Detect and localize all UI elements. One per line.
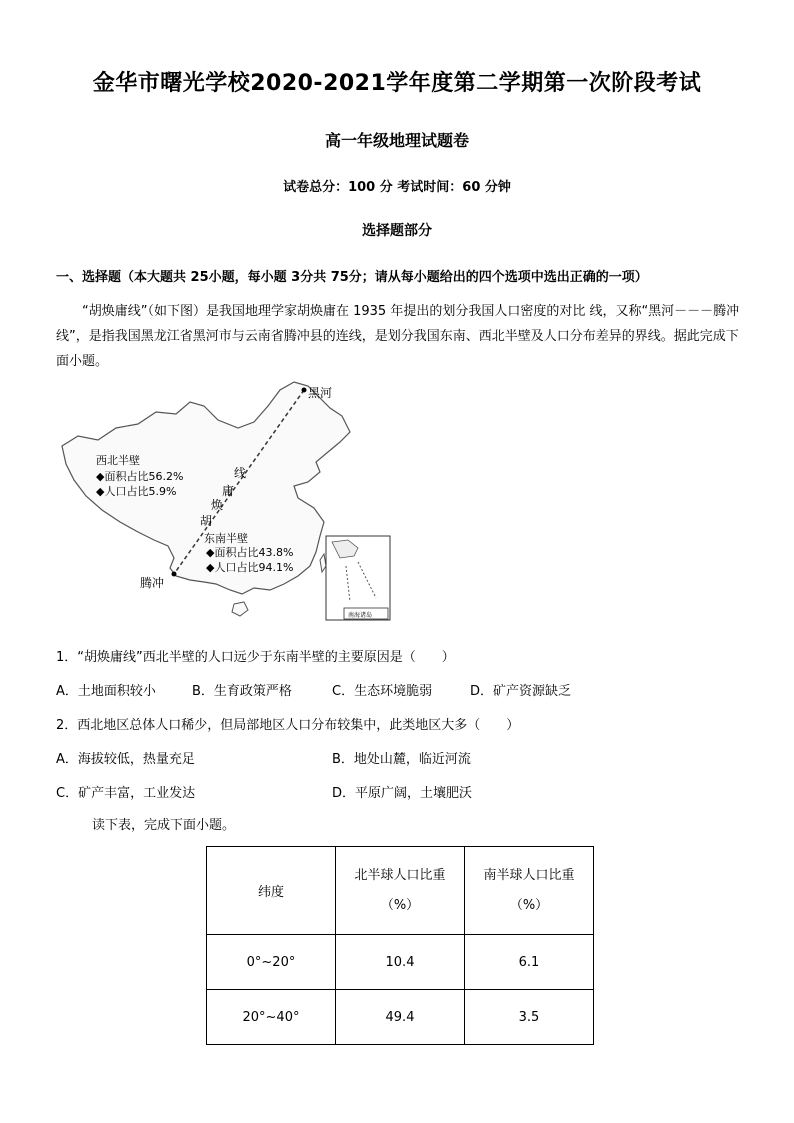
northwest-population: ◆人口占比5.9% — [96, 485, 177, 498]
exam-info: 试卷总分：100 分 考试时间：60 分钟 — [283, 180, 511, 195]
table-cell-south: 3.5 — [465, 990, 594, 1045]
intro-paragraph: “胡焕庸线”（如下图）是我国地理学家胡焕庸在 1935 年提出的划分我国人口密度的对比 线，又称“黑河－－－腾冲线”，是指我国黑龙江省黑河市与云南省腾冲县的连线，是划分我国东南、西北半壁及人口分布差异的界线。据此完成下面小题。 — [56, 304, 740, 369]
china-map-outline — [58, 376, 398, 624]
question-1-option-b: B．生育政策严格 — [192, 684, 292, 699]
hu-line-char-2: 庸 — [222, 484, 235, 498]
hu-line-char-4: 胡 — [200, 514, 213, 528]
inset-label: 南海诸岛 — [348, 612, 373, 619]
southeast-area: ◆面积占比43.8% — [206, 546, 294, 559]
header-latitude: 纬度 — [207, 847, 336, 935]
table-header-row — [207, 847, 594, 935]
header-south-label: 南半球人口比重 — [483, 867, 575, 883]
question-1-option-a: A．土地面积较小 — [56, 684, 156, 699]
header-north-label: 北半球人口比重 — [354, 867, 446, 883]
question-2-stem: 2．西北地区总体人口稀少，但局部地区人口分布较集中，此类地区大多（ ） — [56, 718, 520, 733]
question-1-stem: 1．“胡焕庸线”西北半壁的人口远少于东南半壁的主要原因是（ ） — [56, 650, 455, 665]
table-cell-south: 6.1 — [465, 935, 594, 990]
header-north — [336, 847, 465, 935]
question-2-option-c: C．矿产丰富，工业发达 — [56, 786, 196, 801]
northwest-name: 西北半壁 — [96, 454, 140, 467]
question-2-option-b: B．地处山麓，临近河流 — [332, 752, 471, 767]
question-1-option-d: D．矿产资源缺乏 — [470, 684, 572, 699]
table-intro: 读下表，完成下面小题。 — [92, 818, 236, 833]
hu-line-char-3: 焕 — [211, 498, 224, 512]
heihe-label: 黑河 — [308, 386, 333, 400]
table-cell-latitude: 0°~20° — [207, 935, 336, 990]
question-2-option-a: A．海拔较低，热量充足 — [56, 752, 195, 767]
exam-title: 金华市曙光学校2020-2021学年度第二学期第一次阶段考试 — [92, 71, 702, 96]
southeast-name: 东南半壁 — [204, 532, 248, 545]
header-south-unit: （%） — [509, 897, 549, 913]
table-cell-north: 10.4 — [336, 935, 465, 990]
part-heading: 一、选择题（本大题共 25小题，每小题 3分共 75分；请从每小题给出的四个选项中选出正确的一项） — [56, 270, 648, 285]
section-title: 选择题部分 — [362, 223, 432, 239]
table-row — [207, 935, 594, 990]
population-table — [206, 846, 594, 1045]
question-2-option-d: D．平原广阔，土壤肥沃 — [332, 786, 473, 801]
southeast-population: ◆人口占比94.1% — [206, 561, 294, 574]
northwest-area: ◆面积占比56.2% — [96, 470, 184, 483]
header-north-unit: （%） — [380, 897, 420, 913]
header-south — [465, 847, 594, 935]
question-1-option-c: C．生态环境脆弱 — [332, 684, 433, 699]
hu-line-map — [58, 376, 398, 624]
table-row — [207, 990, 594, 1045]
exam-subtitle: 高一年级地理试题卷 — [324, 131, 469, 150]
table-cell-latitude: 20°~40° — [207, 990, 336, 1045]
table-cell-north: 49.4 — [336, 990, 465, 1045]
hu-line-char-1: 线 — [234, 466, 247, 480]
tengchong-label: 腾冲 — [140, 576, 165, 590]
